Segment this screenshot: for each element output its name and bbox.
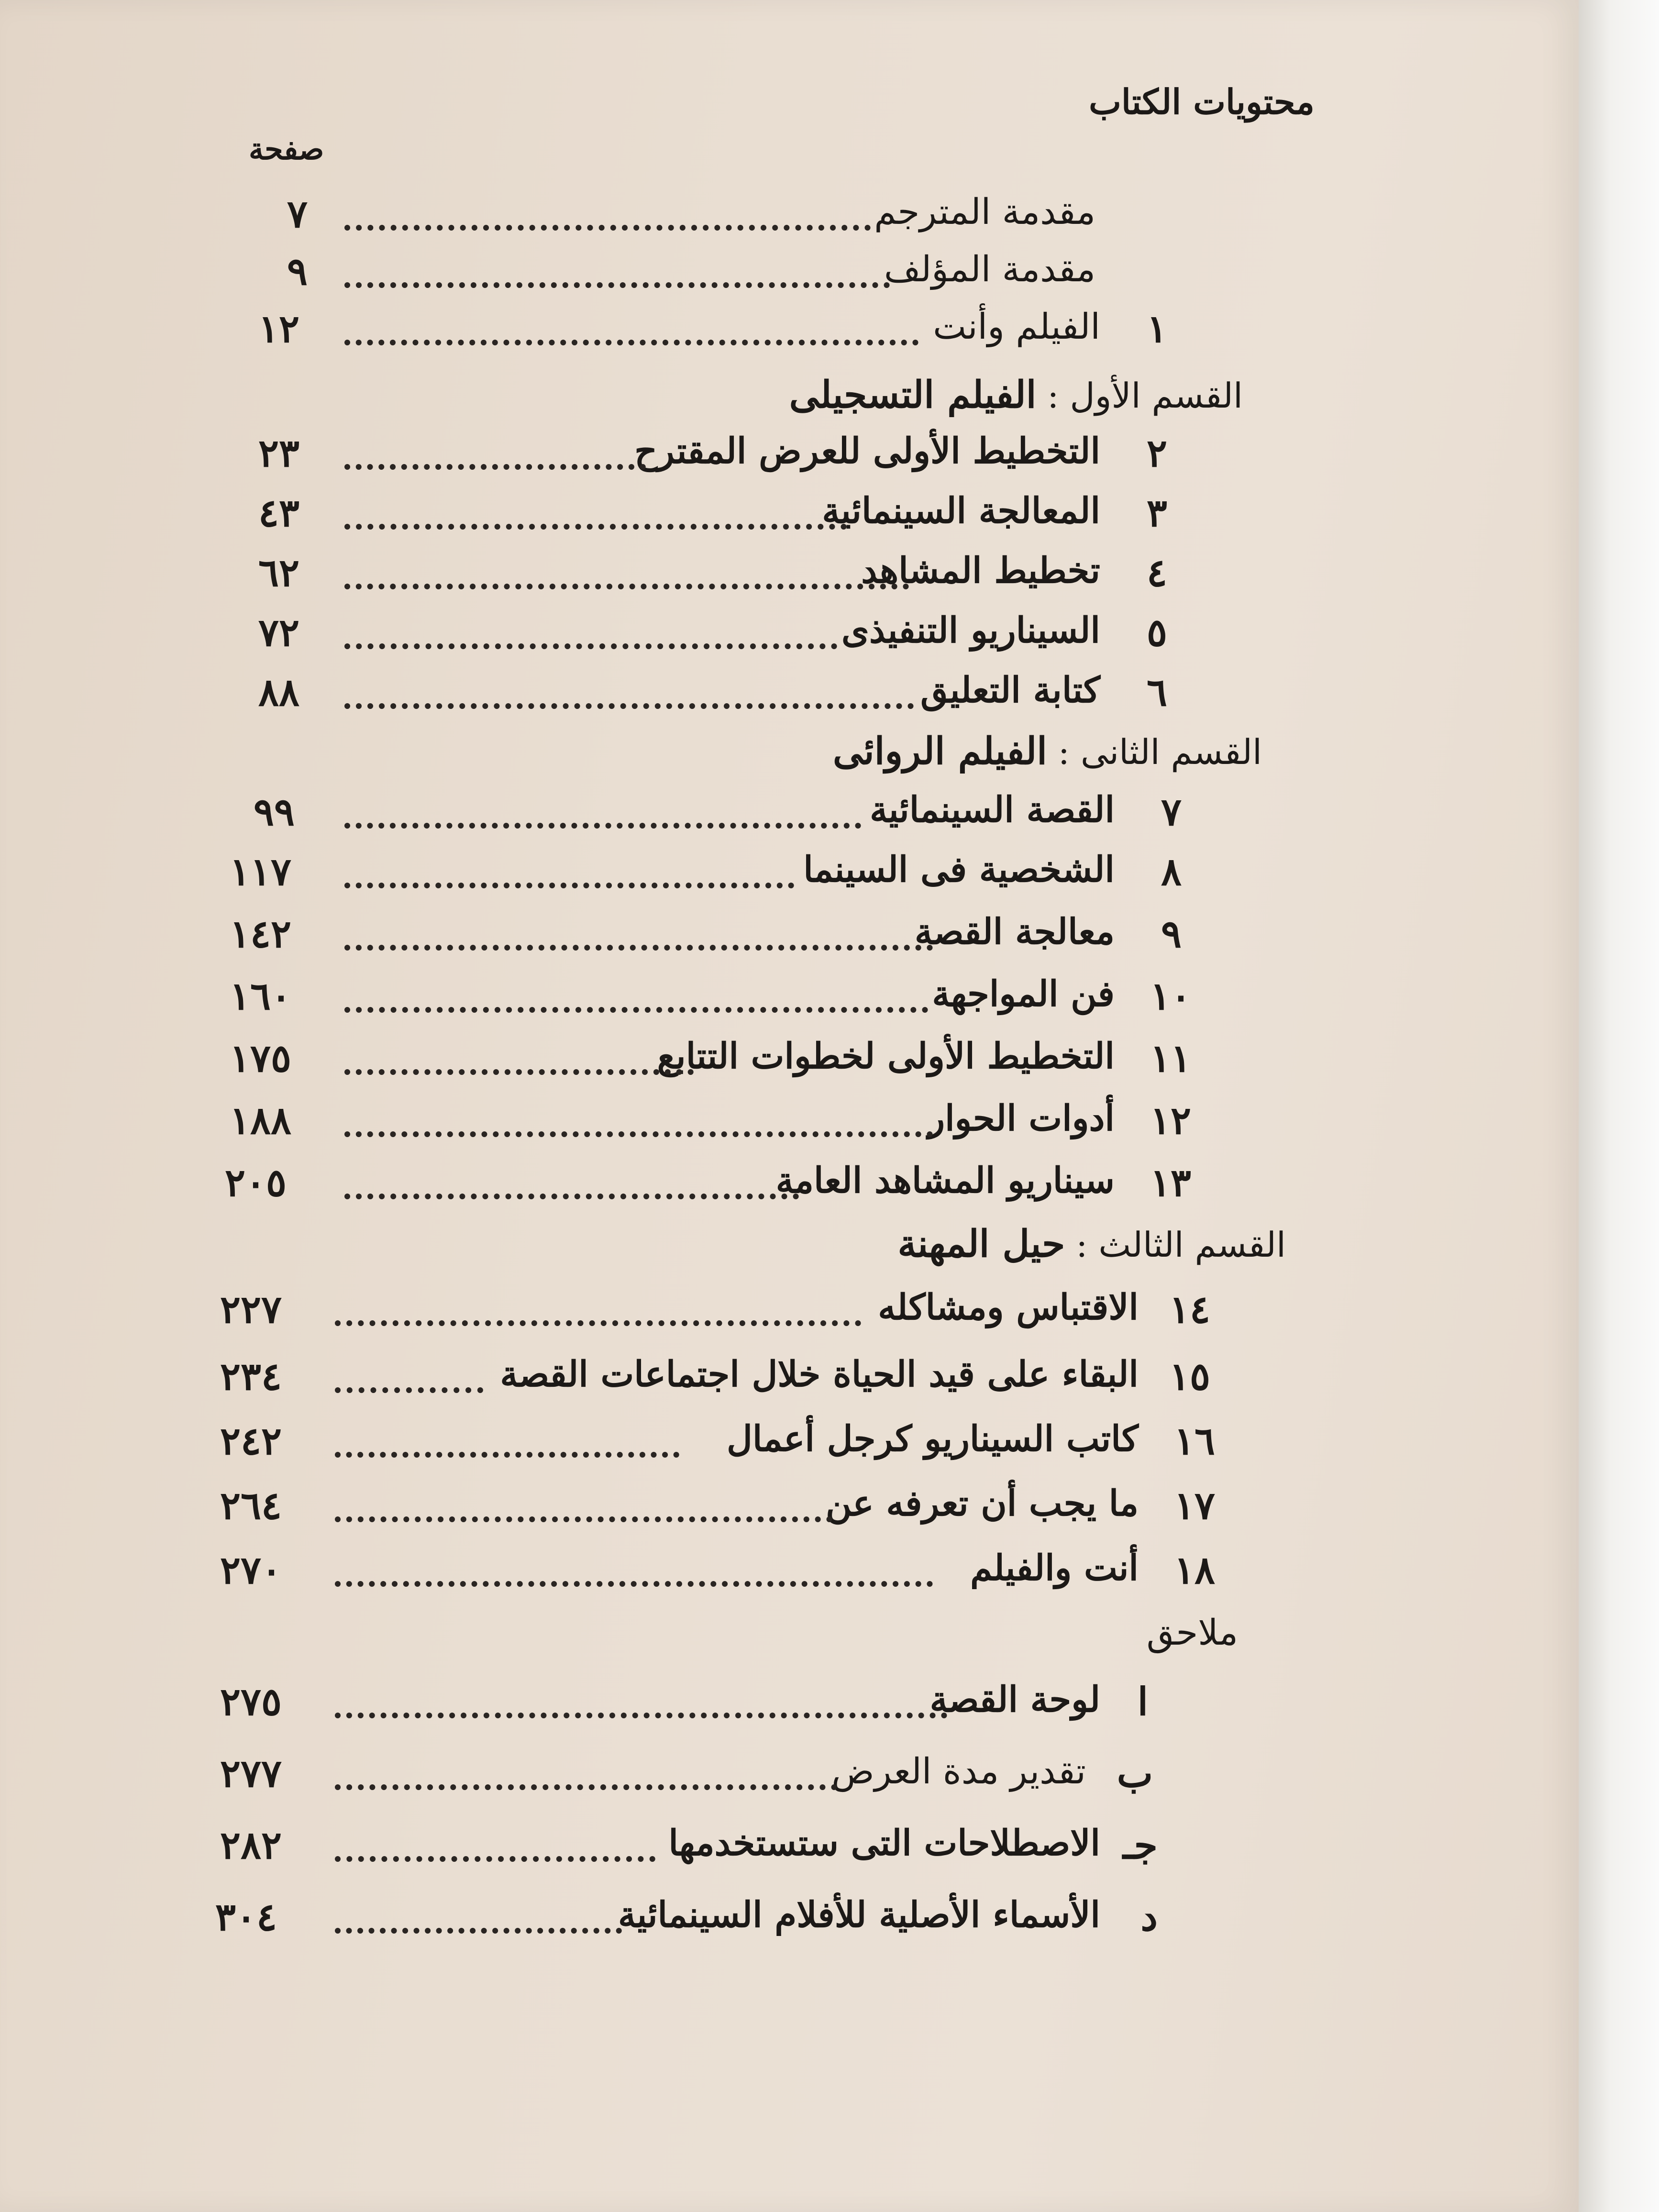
section-name: الفيلم الروائى (833, 730, 1047, 773)
section-heading-part2 (833, 730, 1262, 773)
toc-page-number: ٢٧٥ (220, 1679, 282, 1724)
toc-title: البقاء على قيد الحياة خلال اجتماعات القصة (500, 1354, 1139, 1395)
toc-number: ١٨ (1174, 1548, 1215, 1593)
toc-row-appendix-d (0, 1894, 1579, 1947)
toc-title: ما يجب أن تعرفه عن (826, 1483, 1139, 1524)
toc-number: ١٥ (1169, 1354, 1210, 1399)
toc-page-number: ٢٦٤ (220, 1483, 282, 1528)
toc-page-number: ٣٠٤ (215, 1894, 277, 1939)
toc-number: ٤ (1147, 550, 1167, 595)
toc-title: كتابة التعليق (920, 670, 1100, 711)
toc-title: التخطيط الأولى للعرض المقترح (634, 431, 1100, 472)
toc-page-number: ٦٢ (258, 550, 299, 595)
toc-leader-dots (344, 340, 918, 345)
toc-page-number: ٧ (287, 191, 308, 236)
toc-leader-dots (335, 1320, 861, 1326)
toc-page-number: ٢٢٧ (220, 1287, 282, 1332)
toc-row-18 (0, 1548, 1579, 1600)
toc-page-number: ١٦٠ (230, 973, 291, 1018)
toc-row-translator-intro (0, 191, 1579, 244)
toc-number: ١٧ (1174, 1483, 1215, 1528)
toc-leader-dots (344, 703, 914, 709)
toc-leader-dots (344, 584, 909, 589)
toc-number: ٣ (1147, 490, 1167, 535)
toc-title: معالجة القصة (914, 911, 1115, 952)
toc-title: أنت والفيلم (970, 1548, 1139, 1589)
toc-title: كاتب السيناريو كرجل أعمال (727, 1418, 1139, 1460)
toc-leader-dots (335, 1713, 947, 1718)
toc-page-number: ٩ (287, 249, 308, 294)
toc-row-7 (0, 789, 1579, 842)
toc-number: ٢ (1147, 431, 1167, 476)
toc-leader-dots (335, 1784, 837, 1790)
toc-number: ١٢ (1150, 1098, 1191, 1143)
toc-row-appendix-c (0, 1823, 1579, 1875)
toc-row-3 (0, 490, 1579, 543)
toc-leader-dots (344, 225, 871, 231)
toc-page-number: ٢٠٥ (225, 1160, 287, 1205)
toc-leader-dots (344, 643, 837, 649)
toc-page-number: ١٧٥ (230, 1036, 291, 1081)
toc-title: مقدمة المترجم (874, 191, 1095, 232)
toc-leader-dots (344, 1194, 799, 1199)
toc-leader-dots (335, 1452, 679, 1458)
toc-page-number: ٨٨ (258, 670, 299, 715)
page-column-label: صفحة (249, 132, 324, 166)
toc-title: فن المواجهة (932, 973, 1115, 1015)
toc-row-1 (0, 306, 1579, 359)
page-title: محتويات الكتاب (1089, 81, 1315, 122)
toc-leader-dots (344, 1131, 933, 1137)
toc-title: سيناريو المشاهد العامة (775, 1160, 1115, 1201)
toc-page-number: ٢٧٠ (220, 1548, 282, 1593)
toc-title: تقدير مدة العرض (831, 1751, 1086, 1792)
toc-row-appendix-b (0, 1751, 1579, 1803)
toc-row-14 (0, 1287, 1579, 1339)
toc-page-number: ٢٣ (258, 431, 299, 476)
toc-row-appendix-a (0, 1679, 1579, 1732)
toc-number: د (1140, 1894, 1158, 1939)
toc-leader-dots (335, 1581, 933, 1587)
toc-row-11 (0, 1036, 1579, 1088)
toc-number: جـ (1123, 1823, 1158, 1868)
toc-page-number: ٢٨٢ (220, 1823, 282, 1868)
toc-title: السيناريو التنفيذى (841, 610, 1100, 651)
toc-row-author-intro (0, 249, 1579, 301)
section-prefix: القسم الأول : (1047, 376, 1243, 416)
toc-title: لوحة القصة (929, 1679, 1100, 1720)
toc-title: التخطيط الأولى لخطوات التتابع (657, 1036, 1115, 1077)
toc-number: ١٠ (1150, 973, 1191, 1018)
toc-row-6 (0, 670, 1579, 722)
toc-row-8 (0, 849, 1579, 902)
toc-row-12 (0, 1098, 1579, 1150)
toc-row-13 (0, 1160, 1579, 1213)
toc-page-number: ١١٧ (230, 849, 291, 894)
toc-title: المعالجة السينمائية (822, 490, 1100, 531)
toc-page-number: ٢٣٤ (220, 1354, 282, 1399)
toc-page-number: ٧٢ (258, 610, 299, 655)
toc-number: ا (1137, 1679, 1148, 1724)
toc-number: ٧ (1161, 789, 1182, 834)
toc-title: الاصطلاحات التى ستستخدمها (668, 1823, 1100, 1864)
toc-row-17 (0, 1483, 1579, 1536)
toc-leader-dots (344, 464, 646, 470)
toc-number: ١٣ (1150, 1160, 1191, 1205)
toc-leader-dots (335, 1856, 655, 1862)
toc-title: تخطيط المشاهد (861, 550, 1100, 591)
toc-leader-dots (344, 823, 861, 829)
section-prefix: القسم الثالث : (1076, 1225, 1286, 1265)
section-heading-part3 (897, 1222, 1286, 1266)
toc-leader-dots (335, 1387, 483, 1393)
section-prefix: القسم الثانى : (1058, 732, 1262, 772)
toc-row-16 (0, 1418, 1579, 1471)
toc-leader-dots (344, 945, 933, 951)
section-name: الفيلم التسجيلى (789, 373, 1037, 417)
toc-row-10 (0, 973, 1579, 1026)
toc-number: ١٤ (1169, 1287, 1210, 1332)
toc-leader-dots (335, 1928, 622, 1934)
toc-title: الاقتباس ومشاكله (878, 1287, 1139, 1328)
toc-number: ٥ (1147, 610, 1167, 655)
toc-number: ٦ (1147, 670, 1167, 715)
toc-row-2 (0, 431, 1579, 483)
toc-number: ١ (1147, 306, 1167, 351)
toc-page-number: ٢٤٢ (220, 1418, 282, 1463)
toc-number: ٩ (1161, 911, 1182, 956)
toc-row-5 (0, 610, 1579, 663)
section-heading-appendices: ملاحق (1146, 1612, 1238, 1653)
toc-number: ب (1117, 1751, 1153, 1796)
toc-title: الفيلم وأنت (933, 306, 1100, 347)
toc-page-number: ٤٣ (258, 490, 299, 535)
section-heading-part1 (789, 373, 1243, 417)
toc-number: ٨ (1161, 849, 1182, 894)
toc-page-number: ٢٧٧ (220, 1751, 282, 1796)
toc-leader-dots (344, 282, 890, 288)
toc-page-number: ٩٩ (254, 789, 295, 834)
toc-page-number: ١٢ (258, 306, 299, 351)
toc-row-15 (0, 1354, 1579, 1406)
toc-leader-dots (344, 524, 847, 530)
toc-leader-dots (344, 883, 794, 888)
toc-leader-dots (344, 1069, 694, 1075)
toc-row-4 (0, 550, 1579, 603)
toc-title: الشخصية فى السينما (803, 849, 1115, 890)
section-name: حيل المهنة (897, 1222, 1065, 1266)
toc-leader-dots (335, 1516, 832, 1522)
toc-title: القصة السينمائية (870, 789, 1115, 830)
toc-row-9 (0, 911, 1579, 964)
toc-title: أدوات الحوار (928, 1098, 1115, 1139)
toc-leader-dots (344, 1007, 928, 1013)
toc-page-number: ١٤٢ (230, 911, 291, 956)
toc-page-number: ١٨٨ (230, 1098, 291, 1143)
toc-title: الأسماء الأصلية للأفلام السينمائية (618, 1894, 1100, 1936)
toc-number: ١٦ (1174, 1418, 1215, 1463)
page-edge (1579, 0, 1659, 2212)
toc-number: ١١ (1150, 1036, 1191, 1081)
toc-title: مقدمة المؤلف (884, 249, 1095, 290)
